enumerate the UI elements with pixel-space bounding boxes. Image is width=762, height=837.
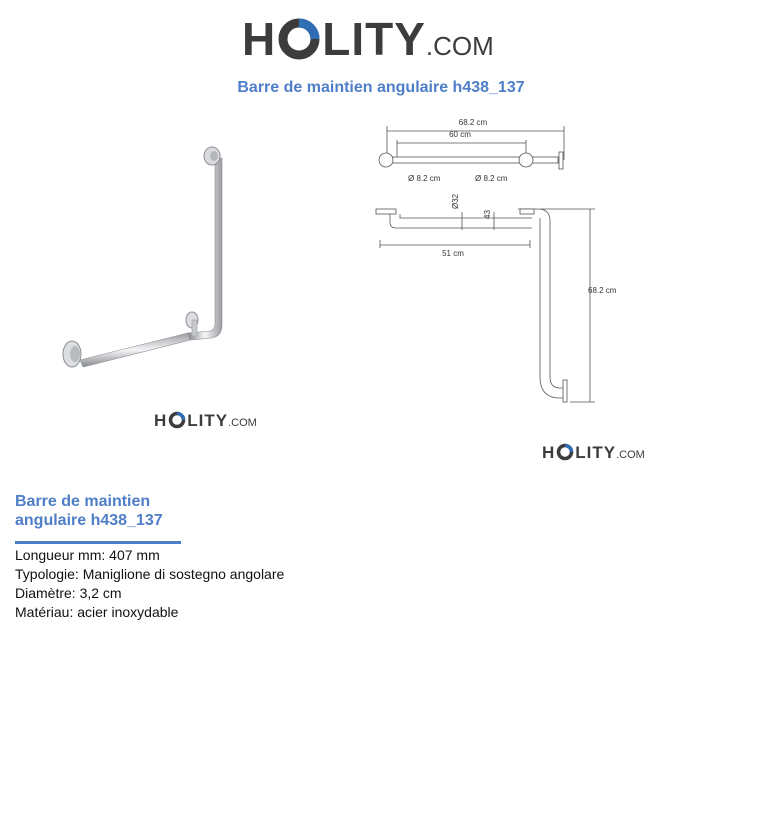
dim-offset: 43 [483,210,492,219]
brand-logo-small [154,411,257,429]
spec-diameter: Diamètre: 3,2 cm [15,585,122,601]
logo-domain: .COM [425,30,494,61]
brand-logo-small [542,443,645,461]
logo-ring-icon [168,411,186,429]
spec-list [15,546,284,622]
brand-logo[interactable] [242,13,494,65]
logo-h: H [154,410,168,430]
logo-lity: LITY [575,442,617,462]
dim-diam-left: Ø 8.2 cm [408,174,441,183]
spec-material: Matériau: acier inoxydable [15,604,179,620]
product-image [50,140,250,380]
spec-type: Typologie: Maniglione di sostegno angolare [15,566,285,582]
page-title: Barre de maintien angulaire h438_137 [237,79,525,96]
dim-top-inner: 60 cm [449,130,471,139]
product-title [15,492,235,530]
product-title-line1: Barre de maintien [15,493,151,510]
logo-lity: LITY [187,410,229,430]
dim-tube-diam: Ø32 [451,193,460,209]
spec-length: Longueur mm: 407 mm [15,547,160,563]
dim-diam-right: Ø 8.2 cm [475,174,508,183]
product-title-line2: angulaire h438_137 [15,512,163,529]
dim-vertical: 68.2 cm [588,286,617,295]
logo-ring-icon [556,443,574,461]
logo-domain: .COM [616,448,645,461]
dim-horizontal: 51 cm [442,249,464,258]
logo-lity: LITY [322,13,426,65]
title-underline [15,541,181,544]
logo-h: H [242,13,277,65]
dim-top-total: 68.2 cm [458,118,488,127]
logo-domain: .COM [228,416,257,429]
logo-ring-icon [277,17,321,61]
logo-h: H [542,442,556,462]
technical-drawing [360,112,617,412]
